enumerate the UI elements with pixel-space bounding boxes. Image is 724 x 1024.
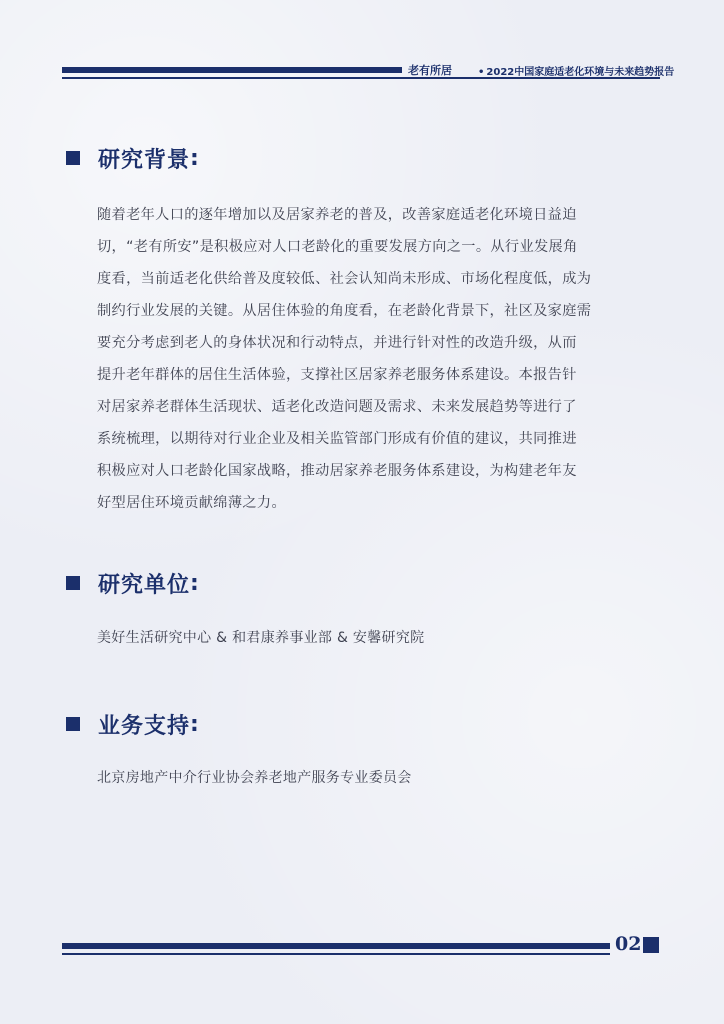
support-text: 北京房地产中介行业协会养老地产服务专业委员会 [97,770,412,786]
section-colon: : [190,145,199,171]
section-title: 业务支持 [98,713,191,739]
paragraph-line: 好型居住环境贡献绵薄之力。 [97,495,286,511]
paragraph-line: 积极应对人口老龄化国家战略，推动居家养老服务体系建设，为构建老年友 [97,463,577,479]
paragraph-line: 系统梳理，以期待对行业企业及相关监管部门形成有价值的建议，共同推进 [97,431,577,447]
units-text: 美好生活研究中心 & 和君康养事业部 & 安馨研究院 [97,630,425,646]
section-heading-support [66,709,199,739]
section-heading-units [66,568,199,598]
section-title: 研究背景 [98,147,191,173]
header-brand: 老有所居 [408,64,452,77]
footer-rule-thin [62,953,610,955]
section-title: 研究单位 [98,572,191,598]
header-title-text: 2022中国家庭适老化环境与未来趋势报告 [486,67,675,78]
section-square-icon [66,576,80,590]
footer-rule-thick [62,943,610,949]
paragraph-line: 度看，当前适老化供给普及度较低、社会认知尚未形成、市场化程度低，成为 [97,271,592,287]
section-heading-background [66,143,199,173]
page-number: 02 [615,933,642,955]
section-colon: : [190,711,199,737]
paragraph-line: 提升老年群体的居住生活体验，支撑社区居家养老服务体系建设。本报告针 [97,367,577,383]
paragraph-line: 随着老年人口的逐年增加以及居家养老的普及，改善家庭适老化环境日益迫 [97,207,577,223]
header-report-title [478,63,674,78]
section-square-icon [66,151,80,165]
paragraph-line: 制约行业发展的关键。从居住体验的角度看，在老龄化背景下，社区及家庭需 [97,303,592,319]
paragraph-line: 要充分考虑到老人的身体状况和行动特点，并进行针对性的改造升级，从而 [97,335,577,351]
paragraph-line: 切，“老有所安”是积极应对人口老龄化的重要发展方向之一。从行业发展角 [97,239,578,255]
paragraph-line: 对居家养老群体生活现状、适老化改造问题及需求、未来发展趋势等进行了 [97,399,577,415]
header-rule-thick [62,67,402,73]
page-square-icon [643,937,659,953]
section-square-icon [66,717,80,731]
section-colon: : [190,570,199,596]
background-paragraph [97,199,631,519]
header-separator: • [478,67,485,78]
